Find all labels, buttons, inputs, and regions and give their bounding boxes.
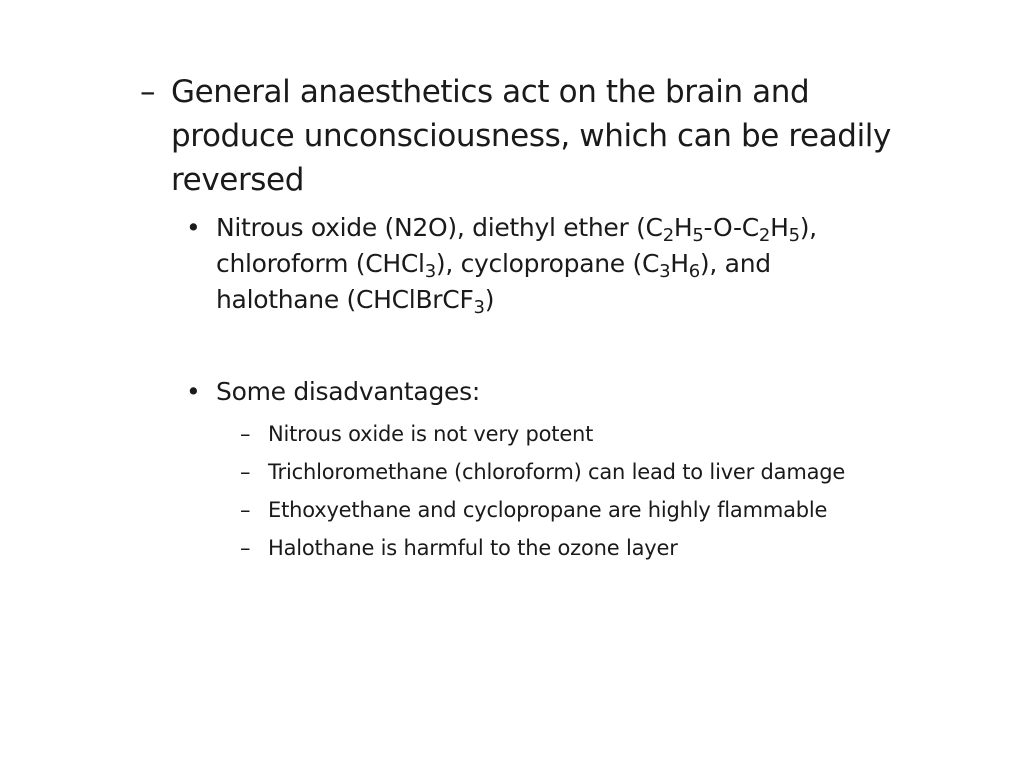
text-segment: Nitrous oxide (N2O), diethyl ether (C — [216, 213, 663, 242]
list-item-text: Nitrous oxide is not very potent — [268, 422, 594, 446]
subscript: 2 — [662, 225, 674, 247]
text-segment: ), cyclopropane (C — [435, 249, 660, 278]
main-point-text — [171, 70, 891, 202]
dash-marker: – — [140, 74, 156, 110]
main-point-line: General anaesthetics act on the brain and — [171, 74, 810, 110]
subscript: 3 — [424, 261, 436, 283]
list-item-text: Halothane is harmful to the ozone layer — [268, 536, 678, 560]
text-segment: -O-C — [703, 213, 759, 242]
text-segment: ) — [484, 285, 495, 314]
text-segment: ), and — [699, 249, 771, 278]
list-item — [240, 491, 845, 529]
text-segment: halothane (CHClBrCF — [216, 285, 474, 314]
disadvantages-bullet — [186, 374, 480, 410]
text-segment: chloroform (CHCl — [216, 249, 425, 278]
text-segment: H — [673, 213, 693, 242]
bullet-marker: • — [186, 213, 201, 242]
examples-bullet — [186, 210, 817, 318]
list-item-text: Trichloromethane (chloroform) can lead to liver damage — [268, 460, 846, 484]
examples-line — [216, 246, 817, 282]
subscript: 5 — [788, 225, 800, 247]
dash-marker: – — [240, 498, 251, 522]
list-item — [240, 529, 845, 567]
list-item — [240, 453, 845, 491]
examples-line — [216, 210, 817, 246]
examples-text — [216, 210, 817, 318]
text-segment: ), — [799, 213, 817, 242]
subscript: 6 — [688, 261, 700, 283]
text-segment: H — [670, 249, 689, 278]
dash-marker: – — [240, 422, 251, 446]
subscript: 2 — [758, 225, 771, 247]
disadvantages-list — [240, 415, 845, 567]
dash-marker: – — [240, 460, 251, 484]
subscript: 3 — [659, 261, 671, 283]
bullet-marker: • — [186, 377, 201, 406]
examples-line — [216, 282, 817, 318]
subscript: 5 — [692, 225, 704, 247]
list-item — [240, 415, 845, 453]
main-point-line: produce unconsciousness, which can be readily — [171, 118, 891, 154]
text-segment: H — [770, 213, 789, 242]
list-item-text: Ethoxyethane and cyclopropane are highly flammable — [268, 498, 828, 522]
main-point — [140, 70, 891, 202]
disadvantages-heading: Some disadvantages: — [216, 377, 480, 406]
main-point-line: reversed — [171, 162, 305, 198]
dash-marker: – — [240, 536, 251, 560]
subscript: 3 — [473, 297, 485, 319]
